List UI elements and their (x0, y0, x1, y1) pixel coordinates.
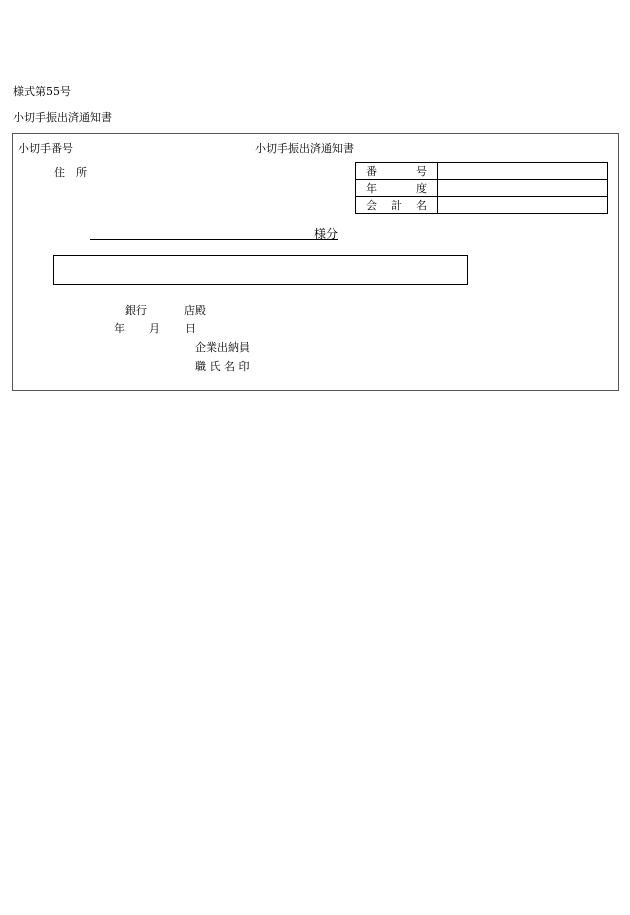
fiscal-year-label: 年 度 (356, 180, 438, 197)
account-name-value[interactable] (438, 197, 608, 214)
memo-box[interactable] (53, 255, 468, 285)
recipient-name-line[interactable] (90, 239, 338, 240)
fiscal-year-value[interactable] (438, 180, 608, 197)
info-table (355, 162, 608, 214)
cashier-label: 企業出納員 (195, 341, 250, 354)
number-value[interactable] (438, 163, 608, 180)
form-center-title: 小切手振出済通知書 (255, 142, 354, 155)
year-label: 年 (114, 322, 125, 335)
document-title: 小切手振出済通知書 (13, 111, 112, 124)
form-number: 様式第55号 (13, 85, 71, 98)
recipient-suffix: 様分 (314, 227, 339, 241)
bank-label: 銀行 (125, 304, 147, 317)
title-name-seal-label: 職 氏 名 印 (195, 360, 250, 373)
day-label: 日 (185, 322, 196, 335)
month-label: 月 (149, 322, 160, 335)
table-row (356, 197, 608, 214)
table-row (356, 180, 608, 197)
number-label: 番 号 (356, 163, 438, 180)
check-number-label: 小切手番号 (18, 142, 73, 155)
address-label: 住 所 (54, 166, 87, 179)
account-name-label: 会 計 名 (356, 197, 438, 214)
table-row (356, 163, 608, 180)
branch-label: 店殿 (184, 304, 206, 317)
